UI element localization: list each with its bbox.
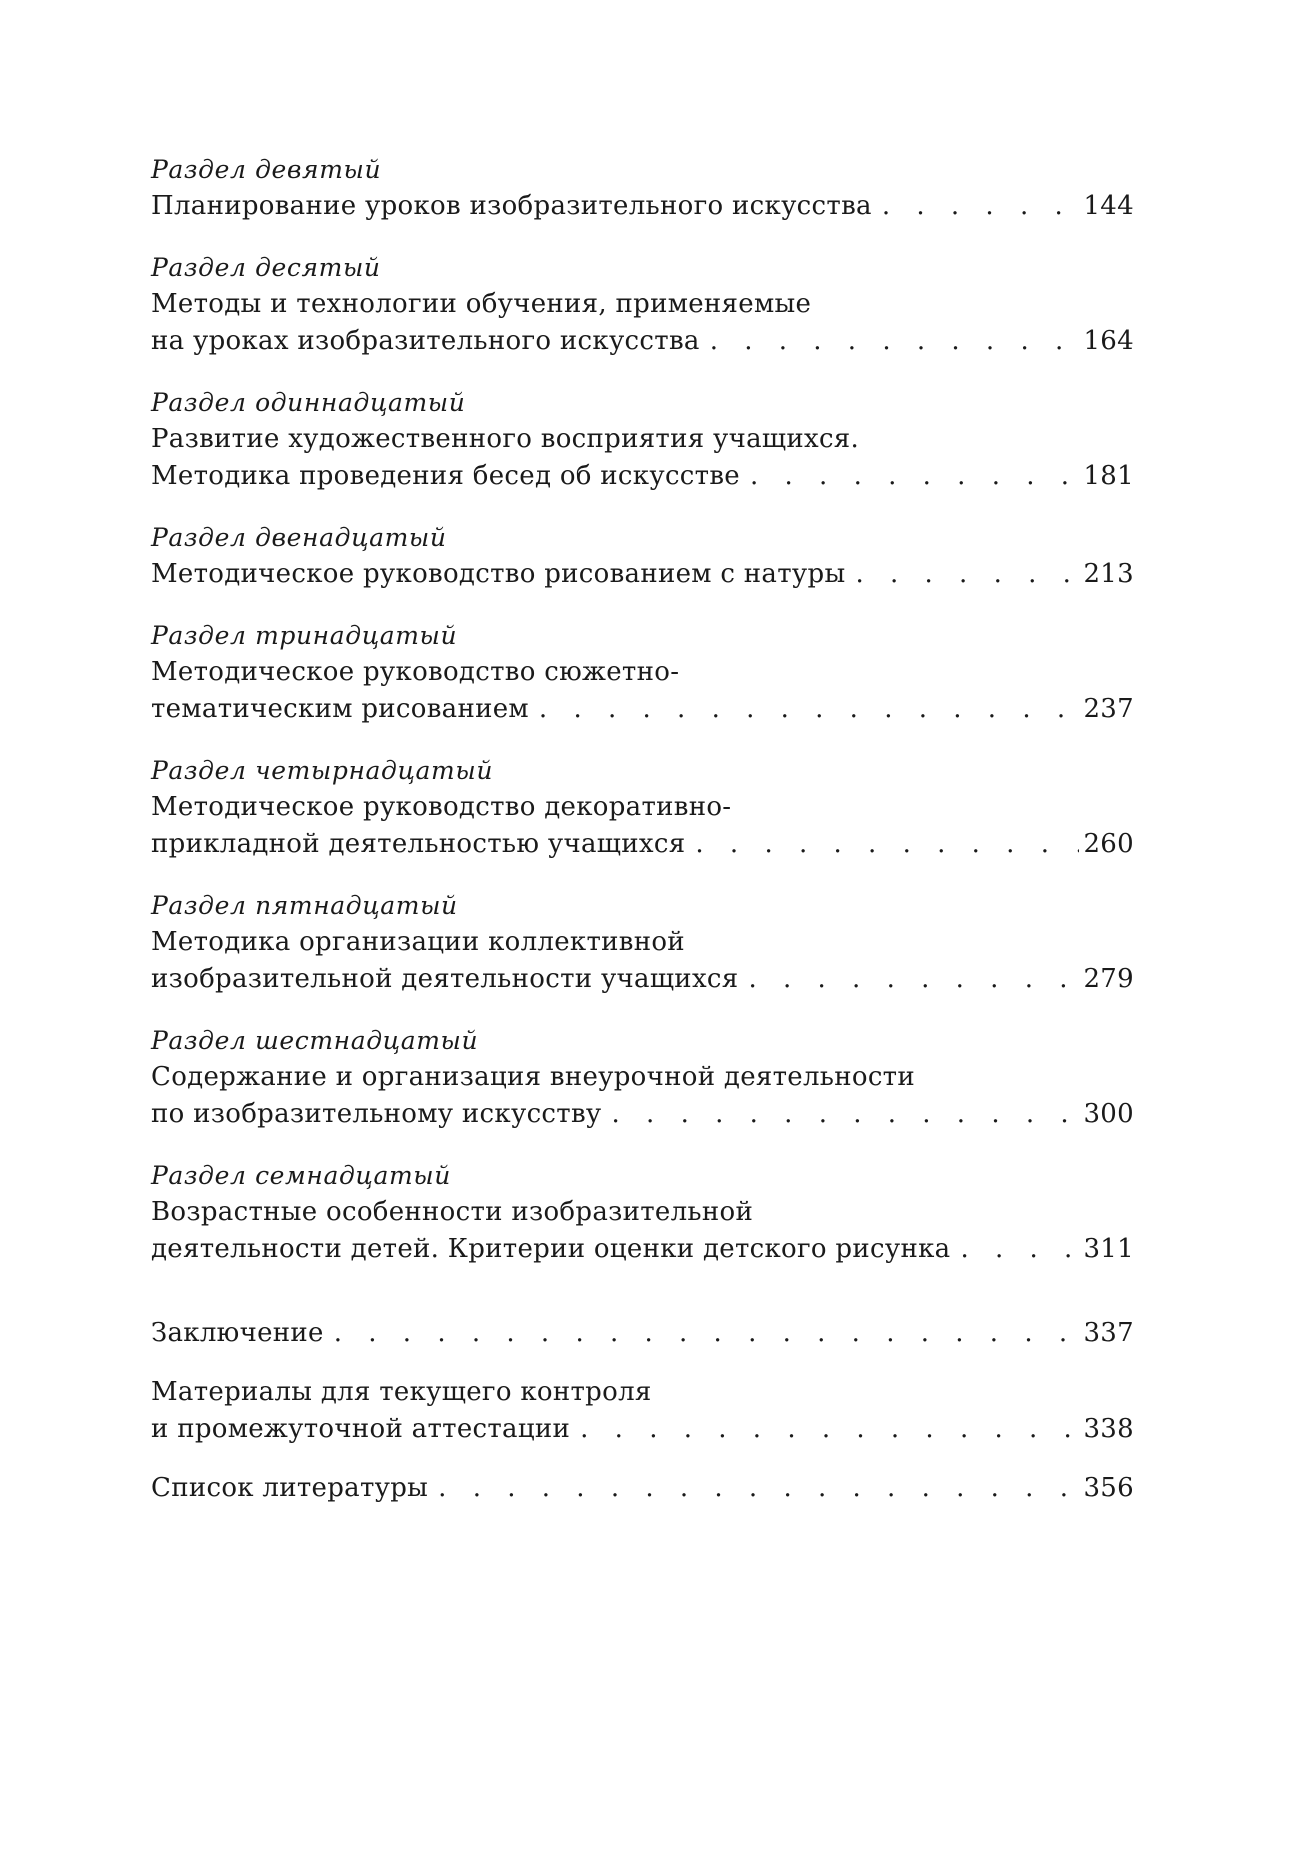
toc-line [151,323,1134,360]
section-title: Раздел четырнадцатый [151,756,494,785]
section-heading: Методы и технологии обучения, применяемые [151,289,812,319]
section-title: Раздел двенадцатый [151,523,447,552]
toc-line [151,826,1134,863]
toc-entry[interactable] [151,1470,1134,1507]
section-heading: Возрастные особенности изобразительной [151,1197,754,1227]
toc-line [151,1231,1134,1268]
section-heading: прикладной деятельностью учащихся [151,829,686,859]
toc-line [151,188,1134,225]
toc-section[interactable] [151,250,1134,360]
page-number: 337 [1083,1318,1134,1348]
page-number: 181 [1083,461,1134,491]
toc-section[interactable] [151,888,1134,998]
section-heading: Методическое руководство сюжетно- [151,657,680,687]
dot-leader [324,1315,1080,1352]
table-of-contents [151,152,1134,1529]
toc-line [151,1096,1134,1133]
section-heading: по изобразительному искусству [151,1099,602,1129]
dot-leader [740,458,1079,495]
page-number: 338 [1083,1414,1134,1444]
toc-line [151,1315,1134,1352]
toc-entry[interactable] [151,1315,1134,1352]
section-title: Раздел пятнадцатый [151,891,458,920]
dot-leader [602,1096,1080,1133]
section-heading: Содержание и организация внеурочной деятельности [151,1062,915,1092]
section-title: Раздел шестнадцатый [151,1026,479,1055]
dot-leader [738,961,1079,998]
section-heading: Методика проведения бесед об искусстве [151,461,740,491]
entry-heading: Материалы для текущего контроля [151,1377,652,1407]
dot-leader [529,691,1080,728]
toc-section[interactable] [151,520,1134,593]
section-title: Раздел тринадцатый [151,621,458,650]
section-heading: Методическое руководство декоративно- [151,792,732,822]
entry-heading: Заключение [151,1318,324,1348]
section-heading: Развитие художественного восприятия учащихся. [151,424,860,454]
section-heading: Методическое руководство рисованием с натуры [151,559,846,589]
toc-entry[interactable] [151,1374,1134,1448]
page-number: 144 [1083,191,1134,221]
page-number: 237 [1083,694,1134,724]
dot-leader [700,323,1080,360]
toc-section[interactable] [151,385,1134,495]
toc-section[interactable] [151,1158,1134,1268]
section-title: Раздел одиннадцатый [151,388,466,417]
dot-leader [845,556,1079,593]
section-heading: деятельности детей. Критерии оценки детского рисунка [151,1234,951,1264]
page-number: 300 [1083,1099,1134,1129]
page-number: 311 [1083,1234,1134,1264]
toc-line [151,691,1134,728]
toc-section[interactable] [151,1023,1134,1133]
section-title: Раздел десятый [151,253,381,282]
page-number: 356 [1083,1473,1134,1503]
toc-line [151,1470,1134,1507]
section-heading: Методика организации коллективной [151,927,685,957]
toc-line [151,961,1134,998]
toc-section[interactable] [151,152,1134,225]
dot-leader [428,1470,1079,1507]
section-heading: Планирование уроков изобразительного искусства [151,191,872,221]
dot-leader [570,1411,1079,1448]
section-heading: на уроках изобразительного искусства [151,326,700,356]
page-number: 164 [1083,326,1134,356]
entry-heading: и промежуточной аттестации [151,1414,571,1444]
page-number: 213 [1083,559,1134,589]
toc-line [151,556,1134,593]
toc-section[interactable] [151,753,1134,863]
entry-heading: Список литературы [151,1473,429,1503]
section-title: Раздел девятый [151,155,382,184]
section-title: Раздел семнадцатый [151,1161,451,1190]
toc-line [151,458,1134,495]
section-heading: тематическим рисованием [151,694,529,724]
section-heading: изобразительной деятельности учащихся [151,964,739,994]
page-number: 260 [1083,829,1134,859]
page-number: 279 [1083,964,1134,994]
dot-leader [950,1231,1079,1268]
toc-section[interactable] [151,618,1134,728]
dot-leader [685,826,1079,863]
spacer [151,1293,1134,1315]
toc-line [151,1411,1134,1448]
dot-leader [872,188,1080,225]
